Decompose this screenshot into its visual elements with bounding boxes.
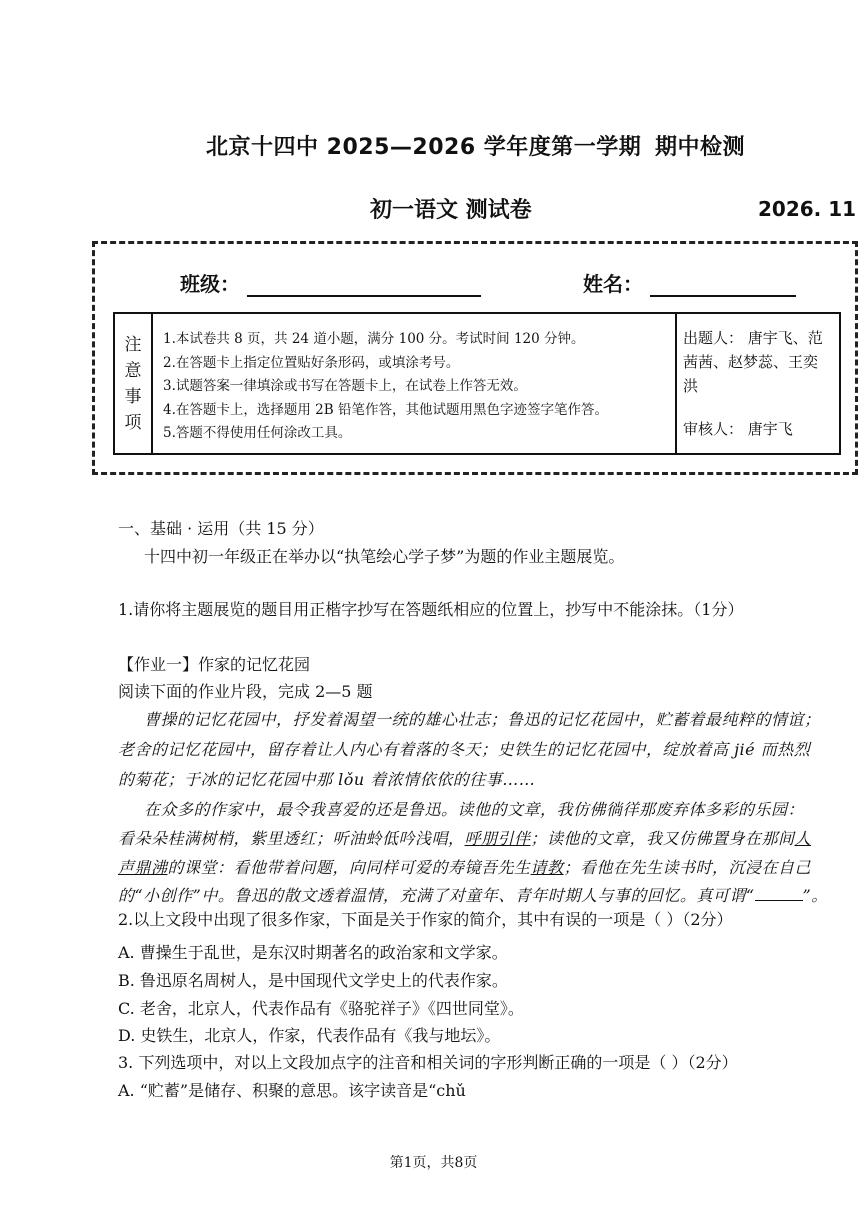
authors-cell [677, 314, 839, 465]
authors-line: 出题人： 唐宇飞、范 [683, 329, 823, 347]
notice-label-char: 意 [124, 360, 142, 381]
name-label: 姓名： [583, 272, 643, 296]
passage-line [118, 826, 811, 849]
exam-subtitle: 初一语文 测试卷 [370, 197, 532, 223]
class-label: 班级： [180, 272, 240, 296]
passage-text: ”。 [802, 886, 828, 905]
passage-line [118, 883, 828, 906]
class-blank [247, 273, 481, 297]
notice-label-char: 项 [124, 412, 142, 433]
name-blank [650, 273, 796, 297]
option-c: C. 老舍，北京人，代表作品有《骆驼祥子》《四世同堂》。 [118, 999, 524, 1018]
authors-line: 茜茜、赵梦蕊、王奕 [683, 353, 819, 371]
class-field [180, 268, 481, 297]
name-field [583, 268, 796, 297]
exam-date: 2026. 11 [758, 197, 857, 221]
question-3: 3. 下列选项中，对以上文段加点字的注音和相关词的字形判断正确的一项是（ ）（2分） [118, 1053, 738, 1072]
passage-text: 的课堂：看他带着问题，向同样可爱的寿镜吾先生 [167, 858, 531, 877]
passage-text: ；看他在先生读书时，沉浸在自己 [563, 858, 812, 877]
passage-line: 在众多的作家中，最令我喜爱的还是鲁迅。读他的文章，我仿佛徜徉那废弃体多彩的乐园： [144, 800, 805, 819]
option-d: D. 史铁生，北京人，作家，代表作品有《我与地坛》。 [118, 1026, 501, 1045]
underlined-word: 呼朋引伴 [464, 829, 531, 848]
passage-text: 的“小创作”中。鲁迅的散文透着温情，充满了对童年、青年时期人与事的回忆。真可谓“ [118, 886, 755, 905]
passage-line [118, 855, 811, 878]
notice-item: 5.答题不得使用任何涂改工具。 [163, 425, 352, 441]
passage-line: 的菊花；于冰的记忆花园中那 lǒu 着浓情依依的往事…… [118, 770, 536, 789]
underlined-word: 人 [794, 829, 812, 848]
notice-label [115, 314, 153, 453]
option-a: A. 曹操生于乱世，是东汉时期著名的政治家和文学家。 [118, 943, 508, 962]
intro-text: 十四中初一年级正在举办以“执笔绘心学子梦”为题的作业主题展览。 [144, 547, 625, 566]
notice-item: 1.本试卷共 8 页，共 24 道小题，满分 100 分。考试时间 120 分钟。 [163, 331, 585, 347]
notice-items [153, 314, 677, 453]
passage-text: 看朵朵桂满树梢，紫里透红；听油蛉低吟浅唱， [118, 829, 465, 848]
notice-label-char: 事 [124, 386, 142, 407]
q3-option-a: A. “贮蓄”是储存、积聚的意思。该字读音是“chǔ [118, 1081, 466, 1100]
fill-blank [755, 886, 803, 901]
section-heading: 一、基础 · 运用（共 15 分） [118, 519, 324, 538]
passage-line: 曹操的记忆花园中，抒发着渴望一统的雄心壮志；鲁迅的记忆花园中，贮蓄着最纯粹的情谊； [144, 710, 821, 729]
homework-1-title: 【作业一】作家的记忆花园 [118, 655, 311, 674]
page-number: 第1页，共8页 [389, 1155, 478, 1171]
checker-line: 审核人： 唐宇飞 [683, 420, 793, 438]
passage-line: 老舍的记忆花园中，留存着让人内心有着落的冬天；史铁生的记忆花园中，绽放着高 jié 而热烈 [118, 740, 811, 759]
homework-1-instruction: 阅读下面的作业片段，完成 2—5 题 [118, 682, 373, 701]
exam-title-right: 期中检测 [655, 135, 746, 160]
option-b: B. 鲁迅原名周树人，是中国现代文学史上的代表作家。 [118, 971, 508, 990]
exam-title: 北京十四中 2025—2026 学年度第一学期 [206, 135, 642, 160]
underlined-word: 声鼎沸 [118, 858, 168, 877]
question-2: 2.以上文段中出现了很多作家，下面是关于作家的简介，其中有误的一项是（ ）（2分） [118, 910, 733, 929]
notice-table [113, 312, 841, 455]
notice-label-char: 注 [124, 334, 142, 355]
notice-item: 3.试题答案一律填涂或书写在答题卡上，在试卷上作答无效。 [163, 378, 527, 394]
notice-item: 4.在答题卡上，选择题用 2B 铅笔作答，其他试题用黑色字迹签字笔作答。 [163, 401, 608, 418]
authors-line: 洪 [683, 377, 699, 395]
question-1: 1.请你将主题展览的题目用正楷字抄写在答题纸相应的位置上，抄写中不能涂抹。（1分） [118, 600, 744, 619]
passage-text: ；读他的文章，我又仿佛置身在那间 [530, 829, 795, 848]
underlined-word: 请教 [530, 858, 564, 877]
notice-item: 2.在答题卡上指定位置贴好条形码，或填涂考号。 [163, 354, 460, 371]
